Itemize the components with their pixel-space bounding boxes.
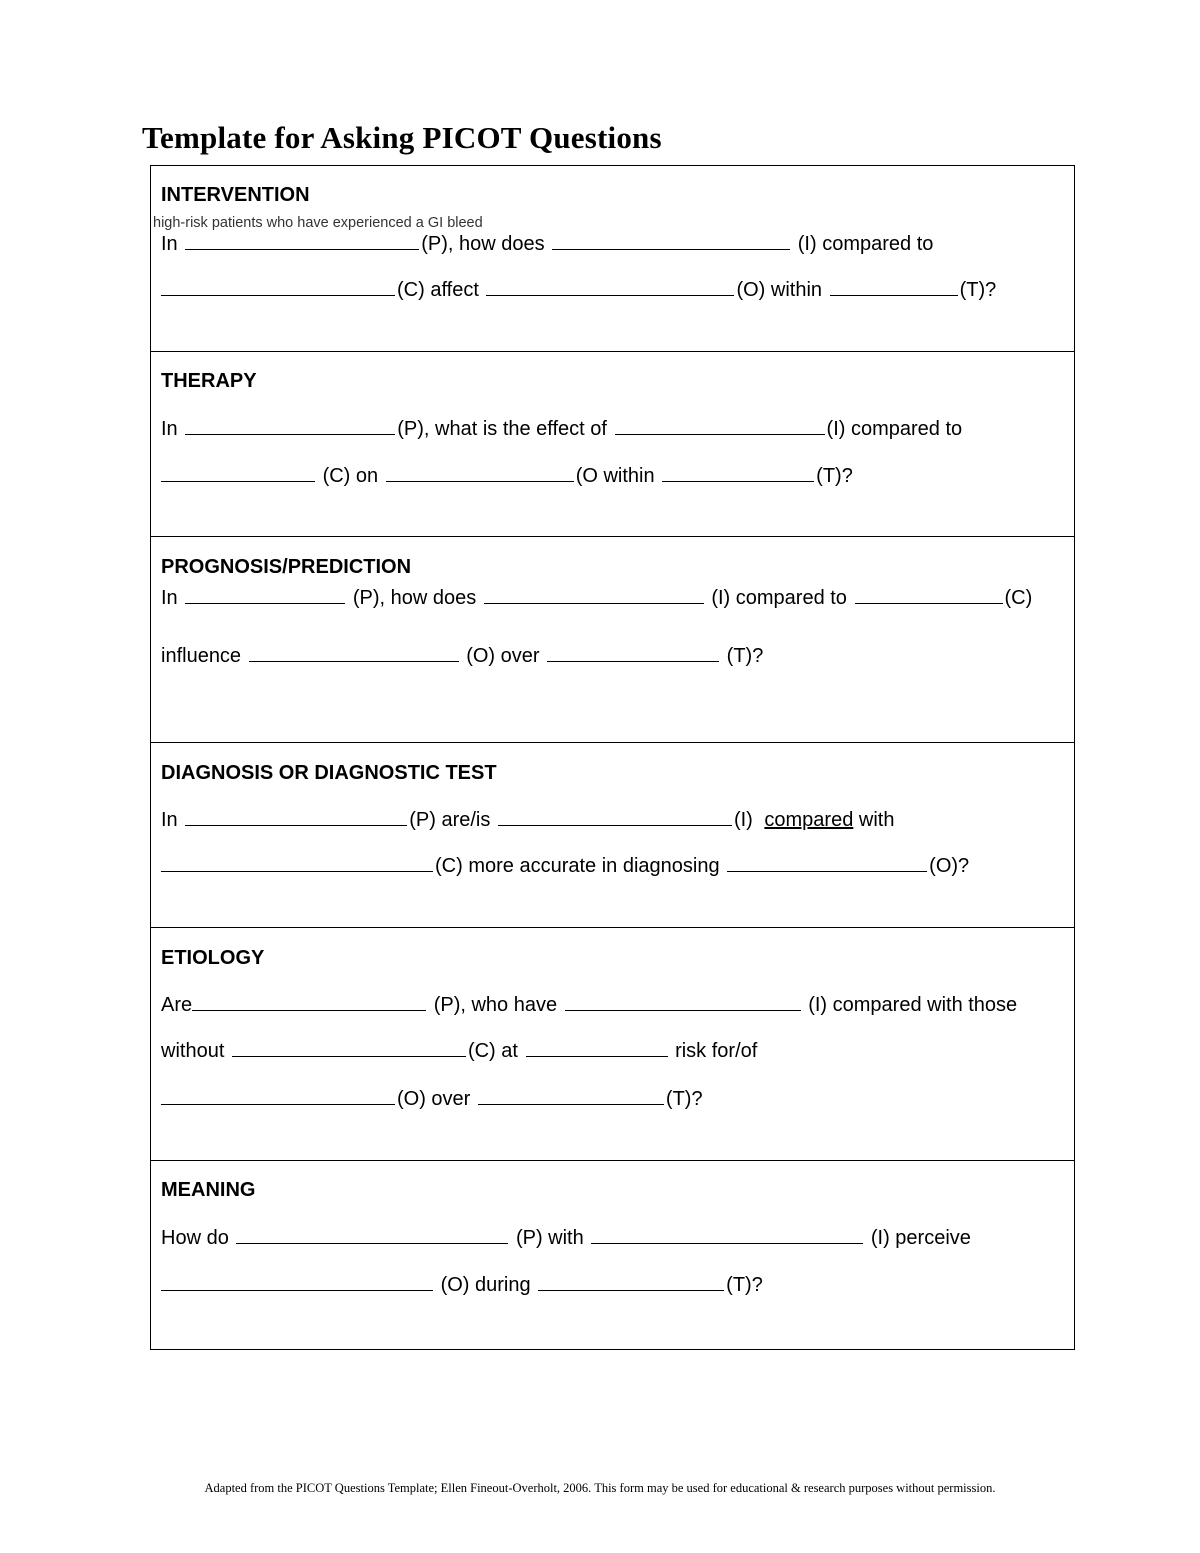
line-text: (O)? [929,855,970,877]
line-text: (T)? [816,465,853,487]
question-line [161,854,969,878]
blank-time[interactable] [547,645,719,662]
question-line [161,1039,757,1063]
line-text: (T)? [665,1088,703,1110]
line-text: (P), who have [433,994,558,1016]
blank-intervention[interactable] [615,418,825,435]
line-text: In [161,587,178,609]
line-text: with [858,809,895,831]
line-text: (I) compared to [826,418,963,440]
section-heading: THERAPY [161,370,257,392]
line-text: (C) on [322,465,379,487]
blank-outcome[interactable] [386,465,574,482]
line-text: (I) compared to [797,233,934,255]
blank-intervention[interactable] [565,994,801,1011]
blank-intervention[interactable] [591,1227,863,1244]
line-text: (P), what is the effect of [397,418,607,440]
line-text: (T)? [959,279,997,301]
blank-time[interactable] [478,1088,664,1105]
line-text: (O) over [466,645,540,667]
blank-intervention[interactable] [552,233,790,250]
section-diagnosis [151,743,1074,928]
line-text: How do [161,1227,229,1249]
section-heading: MEANING [161,1179,256,1201]
section-heading: ETIOLOGY [161,947,265,969]
question-line [161,464,853,488]
blank-comparison[interactable] [161,855,433,872]
blank-comparison[interactable] [161,279,395,296]
blank-population[interactable] [192,994,426,1011]
blank-comparison[interactable] [855,587,1003,604]
line-text: (C) [1004,587,1033,609]
section-heading: DIAGNOSIS OR DIAGNOSTIC TEST [161,762,497,784]
blank-outcome[interactable] [486,279,734,296]
blank-exposure[interactable] [526,1040,668,1057]
question-line [161,1273,763,1297]
question-line [161,993,1017,1017]
blank-outcome[interactable] [161,1088,395,1105]
picot-form-table [150,165,1075,1350]
line-text: In [161,418,178,440]
line-text: influence [161,645,242,667]
line-text: (P) with [515,1227,584,1249]
question-line [161,644,763,668]
question-line [161,808,894,832]
section-etiology [151,928,1074,1161]
blank-population[interactable] [185,418,395,435]
blank-time[interactable] [538,1274,724,1291]
section-meaning [151,1161,1074,1349]
line-text: (I) compared to [711,587,847,609]
line-text: (I) [733,809,753,831]
line-text: Are [161,994,193,1016]
line-text: (I) perceive [870,1227,971,1249]
line-text: In [161,233,178,255]
question-line [161,1226,971,1250]
line-text: (P), how does [421,233,545,255]
blank-population[interactable] [236,1227,508,1244]
question-line [161,1087,703,1111]
line-text: (T)? [726,1274,763,1296]
section-intervention [151,166,1074,352]
section-therapy [151,352,1074,537]
line-text: (O) over [397,1088,471,1110]
question-line [161,232,933,256]
line-text: (C) affect [397,279,479,301]
question-line [161,586,1032,610]
line-text: (I) compared with those [808,994,1018,1016]
line-text: (P), how does [352,587,477,609]
blank-outcome[interactable] [249,645,459,662]
section-prognosis [151,537,1074,743]
line-text: (T)? [726,645,764,667]
blank-outcome[interactable] [727,855,927,872]
line-text: (C) at [467,1040,518,1062]
underlined-word: compared [764,809,854,831]
question-line [161,417,962,441]
blank-comparison[interactable] [161,465,315,482]
line-text: (P) are/is [409,809,491,831]
section-heading: PROGNOSIS/PREDICTION [161,556,412,578]
blank-population[interactable] [185,233,419,250]
line-text: without [161,1040,225,1062]
line-text: (O within [575,465,655,487]
line-text: (O) within [736,279,823,301]
line-text: (O) during [440,1274,531,1296]
blank-outcome[interactable] [161,1274,433,1291]
filled-answer-text: high-risk patients who have experienced a GI bleed [153,215,483,231]
question-line [161,278,996,302]
blank-intervention[interactable] [498,809,732,826]
blank-comparison[interactable] [232,1040,466,1057]
footer-citation: Adapted from the PICOT Questions Template; Ellen Fineout-Overholt, 2006. This form may be used for educational & research purposes without permission. [204,1481,996,1495]
blank-time[interactable] [662,465,814,482]
line-text: In [161,809,178,831]
blank-intervention[interactable] [484,587,704,604]
blank-population[interactable] [185,809,407,826]
blank-population[interactable] [185,587,345,604]
section-heading: INTERVENTION [161,184,310,206]
line-text: (C) more accurate in diagnosing [435,855,720,877]
blank-time[interactable] [830,279,958,296]
line-text: risk for/of [675,1040,758,1062]
page-title: Template for Asking PICOT Questions [142,120,662,155]
